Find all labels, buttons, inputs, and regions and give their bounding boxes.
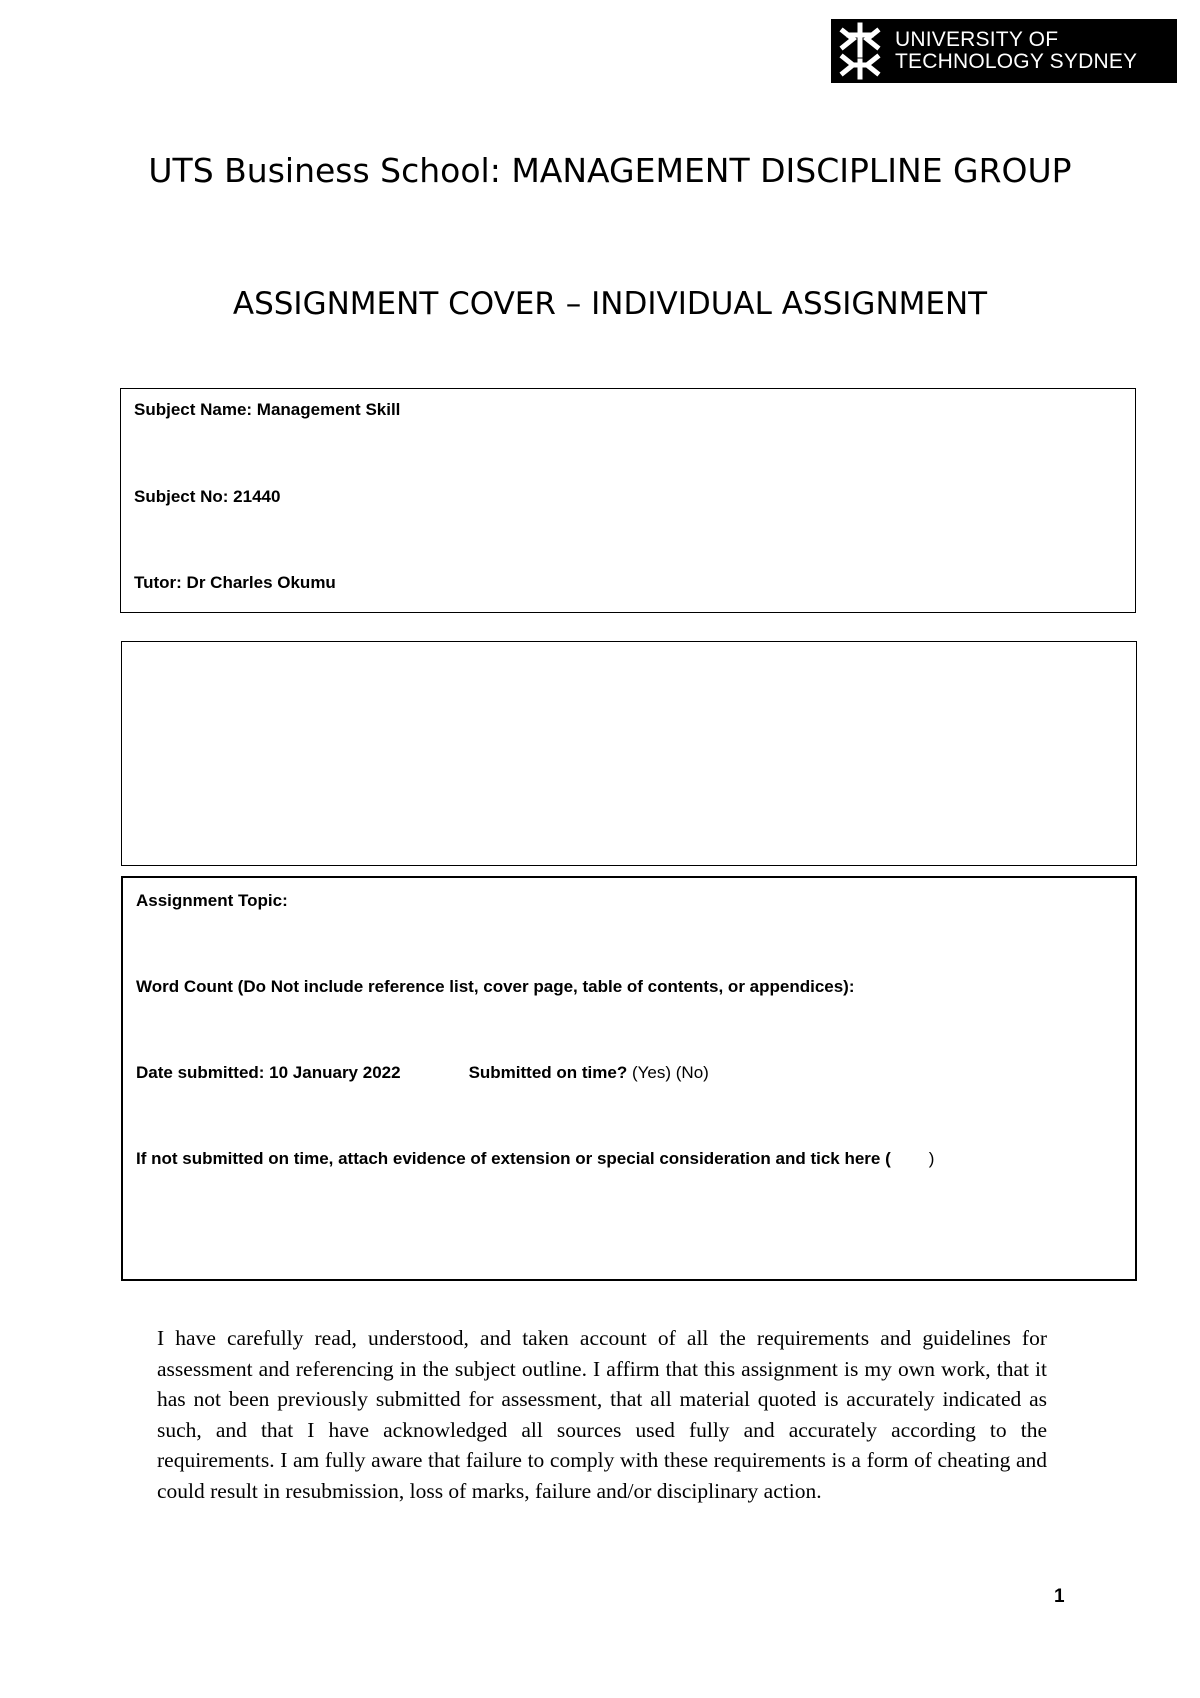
uts-logo-text — [895, 29, 1137, 73]
no-option[interactable]: (No) — [675, 1063, 709, 1082]
page-number: 1 — [1054, 1586, 1065, 1607]
tick-close-paren: ) — [928, 1149, 935, 1168]
subject-name-field: Subject Name: Management Skill — [134, 400, 401, 419]
logo-line-1: UNIVERSITY OF — [895, 28, 1059, 51]
late-submission-row — [136, 1148, 934, 1170]
declaration-paragraph: I have carefully read, understood, and taken account of all the requirements and guidelines for assessment and referencing in the subject outline. I affirm that this assignment is my own work, that it has not been previously submitted for assessment, that all material quoted is accurately indicated as such, and that I have acknowledged all sources used fully and accurately according to the requirements. I am fully aware that failure to comply with these requirements is a form of cheating and could result in resubmission, loss of marks, failure and/or disciplinary action. — [157, 1326, 1047, 1503]
subject-number-field: Subject No: 21440 — [134, 487, 281, 506]
late-submission-note: If not submitted on time, attach evidence of extension or special consideration and tick here ( — [136, 1149, 891, 1168]
submission-row — [136, 1062, 709, 1084]
date-submitted-field: Date submitted: 10 January 2022 — [136, 1063, 401, 1082]
logo-line-2: TECHNOLOGY SYDNEY — [895, 50, 1138, 73]
word-count-field: Word Count (Do Not include reference list, cover page, table of contents, or appendices): — [136, 977, 855, 996]
tutor-field: Tutor: Dr Charles Okumu — [134, 573, 336, 592]
blank-box — [121, 641, 1137, 866]
subject-details-box — [120, 388, 1136, 613]
document-title: UTS Business School: MANAGEMENT DISCIPLINE GROUP — [148, 151, 1072, 190]
uts-crest-icon — [835, 21, 885, 81]
submitted-on-time-label: Submitted on time? — [468, 1063, 628, 1082]
yes-option[interactable]: (Yes) — [631, 1063, 672, 1082]
assignment-details-box — [121, 876, 1137, 1281]
document-subtitle: ASSIGNMENT COVER – INDIVIDUAL ASSIGNMENT — [232, 286, 988, 322]
uts-logo — [831, 19, 1177, 83]
assignment-topic-field: Assignment Topic: — [136, 891, 288, 910]
